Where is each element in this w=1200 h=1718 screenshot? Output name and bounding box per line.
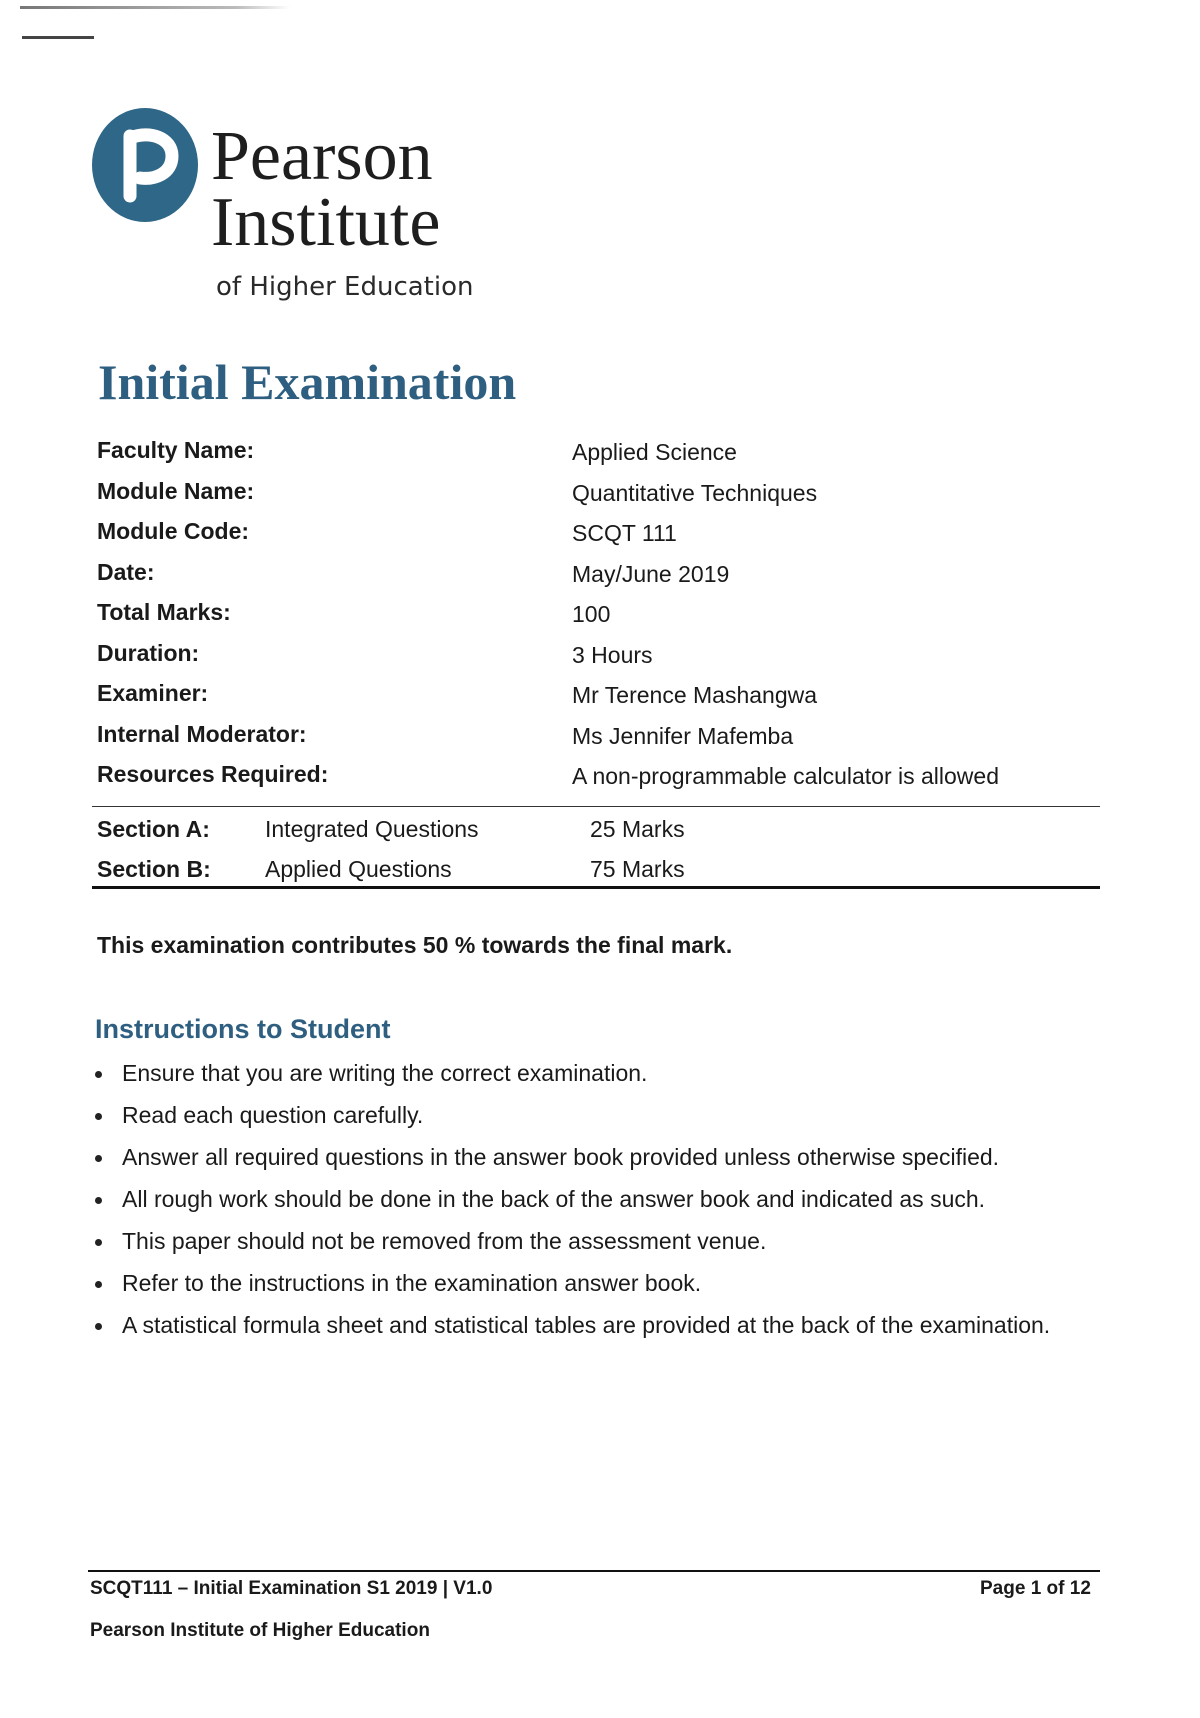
detail-row-module-code — [97, 516, 1097, 557]
list-item-text: Answer all required questions in the answer book provided unless otherwise specified. — [122, 1144, 1000, 1170]
logo-text-subtitle: of Higher Education — [216, 272, 474, 302]
detail-label: Examiner: — [97, 680, 209, 706]
section-row-b — [97, 854, 1097, 886]
scan-artifact-line — [22, 36, 94, 39]
detail-value: SCQT 111 — [572, 520, 677, 546]
detail-value: Mr Terence Mashangwa — [572, 682, 818, 708]
detail-label: Module Name: — [97, 477, 255, 504]
section-label: Section A: — [97, 816, 210, 842]
footer-divider — [88, 1570, 1100, 1572]
bullet-icon — [95, 1113, 102, 1120]
bullet-icon — [95, 1281, 102, 1288]
section-marks: 25 Marks — [590, 816, 685, 842]
footer-doc-ref: SCQT111 – Initial Examination S1 2019 | V1.0 — [90, 1578, 493, 1599]
list-item — [95, 1100, 1095, 1142]
detail-row-module-name — [97, 476, 1097, 517]
section-row-a — [97, 814, 1097, 846]
list-item — [95, 1142, 1095, 1184]
detail-value: Quantitative Techniques — [572, 479, 818, 506]
list-item-text: A statistical formula sheet and statistical tables are provided at the back of the examination. — [122, 1312, 1051, 1338]
detail-label: Module Code: — [97, 518, 250, 544]
detail-value: 100 — [572, 601, 611, 627]
section-name: Integrated Questions — [265, 816, 479, 842]
detail-value: 3 Hours — [572, 641, 653, 668]
list-item-text: Ensure that you are writing the correct examination. — [122, 1060, 648, 1086]
instructions-heading: Instructions to Student — [95, 1014, 391, 1044]
divider — [92, 886, 1100, 889]
detail-label: Internal Moderator: — [97, 720, 307, 747]
list-item-text: Read each question carefully. — [122, 1102, 424, 1128]
list-item-text: This paper should not be removed from the assessment venue. — [122, 1228, 767, 1254]
list-item — [95, 1310, 1095, 1352]
pearson-p-icon — [92, 108, 198, 222]
divider — [92, 806, 1100, 807]
logo-text-pearson: Pearson — [211, 118, 433, 195]
detail-row-date — [97, 557, 1097, 598]
list-item — [95, 1184, 1095, 1226]
list-item-text: All rough work should be done in the back of the answer book and indicated as such. — [122, 1186, 986, 1212]
section-name: Applied Questions — [265, 856, 452, 882]
scan-artifact-line — [20, 6, 290, 9]
detail-label: Faculty Name: — [97, 437, 255, 463]
section-label: Section B: — [97, 856, 211, 882]
detail-value: A non-programmable calculator is allowed — [572, 763, 999, 789]
detail-row-total-marks — [97, 597, 1097, 638]
section-marks: 75 Marks — [590, 856, 685, 882]
pearson-logo — [92, 108, 512, 308]
detail-row-resources — [97, 759, 1097, 800]
list-item — [95, 1226, 1095, 1268]
page-title: Initial Examination — [98, 354, 517, 410]
bullet-icon — [95, 1071, 102, 1078]
detail-row-examiner — [97, 678, 1097, 719]
detail-value: Ms Jennifer Mafemba — [572, 722, 794, 749]
detail-label: Total Marks: — [97, 599, 231, 625]
exam-details-table — [97, 435, 1097, 800]
list-item-text: Refer to the instructions in the examination answer book. — [122, 1270, 702, 1296]
detail-label: Date: — [97, 558, 155, 585]
footer-organization: Pearson Institute of Higher Education — [90, 1620, 430, 1641]
bullet-icon — [95, 1155, 102, 1162]
detail-value: May/June 2019 — [572, 560, 730, 587]
bullet-icon — [95, 1239, 102, 1246]
contribution-note: This examination contributes 50 % towards the final mark. — [97, 932, 733, 958]
logo-text-institute: Institute — [211, 184, 441, 261]
bullet-icon — [95, 1323, 102, 1330]
list-item — [95, 1058, 1095, 1100]
detail-value: Applied Science — [572, 439, 737, 465]
bullet-icon — [95, 1197, 102, 1204]
list-item — [95, 1268, 1095, 1310]
detail-label: Resources Required: — [97, 761, 329, 787]
instructions-list — [95, 1058, 1095, 1352]
detail-row-faculty — [97, 435, 1097, 476]
detail-row-moderator — [97, 719, 1097, 760]
detail-label: Duration: — [97, 639, 200, 666]
footer-page-number: Page 1 of 12 — [980, 1578, 1091, 1599]
detail-row-duration — [97, 638, 1097, 679]
